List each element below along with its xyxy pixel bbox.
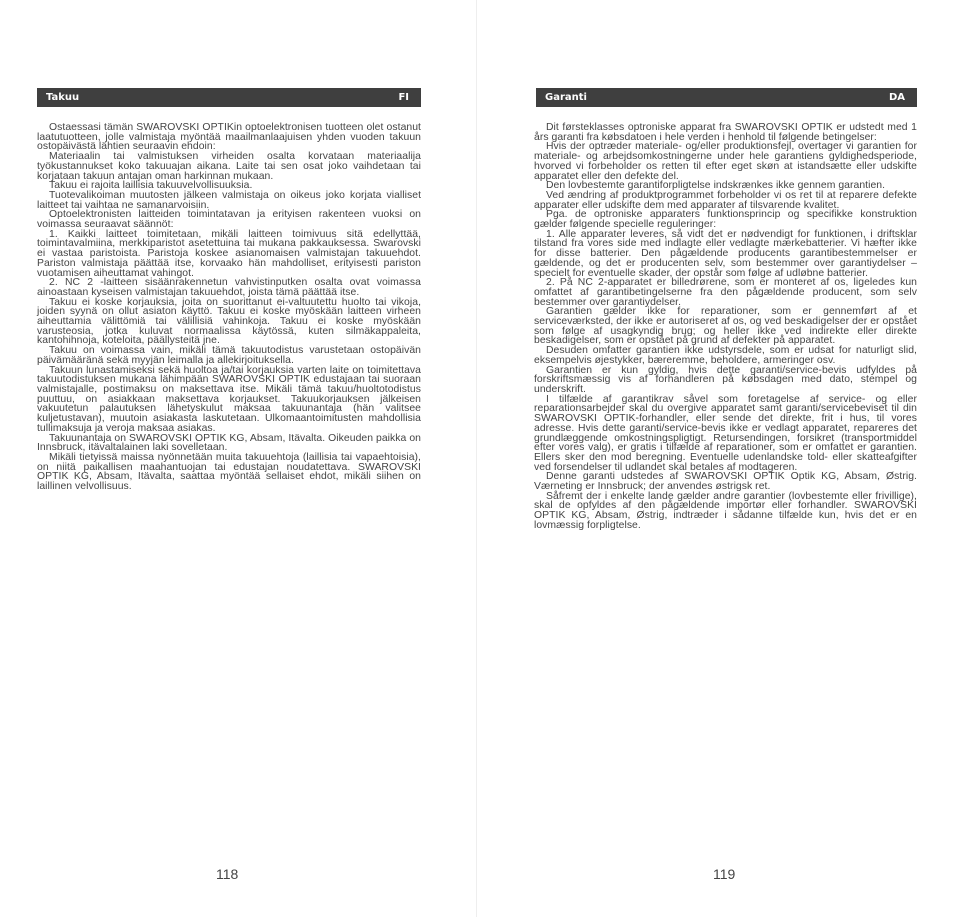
- paragraph: Mikäli tietyissä maissa nyönnetään muita takuuehtoja (laillisia tai vapaehtoisia), on niitä paikallisen maahantuojan tai edustajan noudatettava. SWAROVSKI OPTIK KG, Absam, Itävalta, saattaa myöntää sellaiset ehdot, mikäli siihen on laillinen velvollisuus.: [37, 451, 421, 493]
- paragraph: Denne garanti udstedes af SWAROVSKI OPTIK Optik KG, Absam, Østrig. Værneting er Innsbruck; der anvendes østrigsk ret.: [534, 471, 917, 493]
- paragraph: 1. Alle apparater leveres, så vidt det er nødvendigt for funktionen, i driftsklar tilstand fra vores side med indlagte eller vedlagte mærkebatterier. Vi hæfter ikke for disse batterier. Den pågældende producents garantibestemmelser er gældende, og det er producenten selv, som bestemmer over garantiydelser – specielt for eventuelle skader, der opstår som følge af udløbne batterier.: [534, 228, 917, 279]
- language-code: FI: [398, 92, 409, 103]
- paragraph: 2. På NC 2-apparatet er billedrørene, som er monteret af os, ligeledes kun omfattet af garantibetingelserne fra den pågældende producent, som selv bestemmer over garantiydelser.: [534, 277, 917, 308]
- paragraph: Takuu ei koske korjauksia, joita on suorittanut ei-valtuutettu huolto tai vikoja, joiden syynä on ollut asiaton käyttö. Takuu ei koske myöskään laitteen virheen aiheuttamia välittömiä tai välillisiä vahinkoja. Takuu ei koske myöskään varusteosia, jotka kuluvat normaalissa käytössä, kuten silmäkappaleita, kantohihnoja, koteloita, päällysteitä jne.: [37, 296, 421, 347]
- paragraph: Hvis der optræder materiale- og/eller produktionsfejl, overtager vi garantien for materiale- og arbejdsomkostningerne under hele garantiens gyldighedsperiode, hvorved vi forbeholder os retten til efter eget skøn at istandsætte eller udskifte apparatet eller den defekte del.: [534, 141, 917, 182]
- paragraph: Garantien gælder ikke for reparationer, som er gennemført af et serviceværksted, der ikke er autoriseret af os, og ved beskadigelser der er opstået som følge af usagkyndig brug; og heller ikke ved indirekte eller direkte beskadigelser, som er opstået på grund af defekter på apparatet.: [534, 306, 917, 347]
- section-title: Garanti: [545, 92, 587, 103]
- page-number: 118: [216, 866, 239, 882]
- paragraph: 2. NC 2 -laitteen sisäänrakennetun vahvistinputken osalta ovat voimassa ainoastaan kyseisen valmistajan takuuehdot, joista tämä päättää itse.: [37, 277, 421, 298]
- paragraph: Takuunantaja on SWAROVSKI OPTIK KG, Absam, Itävalta. Oikeuden paikka on Innsbruck, itävaltalainen laki sovelletaan.: [37, 432, 421, 454]
- paragraph: Garantien er kun gyldig, hvis dette garanti/service-bevis udfyldes på forskriftsmæssig vis af forhandleren på købsdagen med dato, stempel og underskrift.: [534, 364, 917, 395]
- paragraph: Pga. de optroniske apparaters funktionsprincip og specifikke konstruktion gælder følgende specielle reguleringer:: [534, 209, 917, 231]
- paragraph: 1. Kaikki laitteet toimitetaan, mikäli laitteen toimivuus sitä edellyttää, toimintavalmiina, merkkiparistot asetettuina tai mukana pakkauksessa. Swarovski ei vastaa paristoista. Paristoja koskee asianomaisen valmistajan takuuehdot. Pariston valmistaja päättää itse, korvaako hän mahdolliset, erityisesti pariston vuotamisen aiheuttamat vahingot.: [37, 228, 421, 279]
- section-title: Takuu: [46, 92, 80, 103]
- page-number: 119: [713, 866, 736, 882]
- paragraph: Den lovbestemte garantiforpligtelse indskrænkes ikke gennem garantien.: [546, 180, 886, 192]
- paragraph: Ostaessasi tämän SWAROVSKI OPTIKin optoelektronisen tuotteen olet ostanut laatutuotteen, jolle valmistaja myöntää maailmanlaajuisen yhden vuoden takuun ostopäivästä lähtien seuraavin ehdoin:: [37, 122, 421, 153]
- right-page: [477, 0, 954, 917]
- paragraph: Optoelektronisten laitteiden toimintatavan ja erityisen rakenteen vuoksi on voimassa seuraavat säännöt:: [37, 209, 421, 231]
- paragraph: Takuu ei rajoita laillisia takuuvelvollisuuksia.: [49, 180, 253, 192]
- paragraph: Takuun lunastamiseksi sekä huoltoa ja/tai korjauksia varten laite on toimitettava takuutodistuksen mukana lähimpään SWAROVSKI OPTIK edustajaan tai suoraan valmistajalle, postimaksu on maksettava itse. Mikäli tämä takuu/huoltotodistus puuttuu, on asiakkaan maksettava korjaukset. Takuukorjauksen jälkeisen vakuutetun palautuksen lähetyskulut maksaa takuunantaja (hän valitsee kuljetustavan), muutoin asiakasta laskutetaan. Ulkomaantoimitusten mahdollisia tullimaksuja ja veroja maksaa asiakas.: [37, 364, 421, 434]
- language-code: DA: [888, 92, 905, 103]
- paragraph: Såfremt der i enkelte lande gælder andre garantier (lovbestemte eller frivillige), skal de opfyldes af den pågældende importør eller forhandler. SWAROVSKI OPTIK KG, Absam, Østrig, indtræder i sådanne tilfælde kun, hvis det er en lovmæssig forpligtelse.: [534, 490, 917, 531]
- paragraph: Tuotevalikoiman muutosten jälkeen valmistaja on oikeus joko korjata vialliset laitteet tai vaihtaa ne samanarvoisiin.: [37, 189, 421, 211]
- paragraph: Desuden omfatter garantien ikke udstyrsdele, som er udsat for naturligt slid, eksempelvis øjestykker, bæreremme, beholdere, armeringer osv.: [534, 345, 917, 366]
- section-header-bar: [536, 88, 917, 107]
- paragraph: Takuu on voimassa vain, mikäli tämä takuutodistus varustetaan ostopäivän päivämääränä sekä myyjän leimalla ja allekirjoituksella.: [37, 345, 421, 366]
- paragraph: Dit førsteklasses optroniske apparat fra SWAROVSKI OPTIK er udstedt med 1 års garanti fra købsdatoen i hele verden i henhold til følgende betingelser:: [534, 122, 917, 143]
- section-header-bar: [37, 88, 421, 107]
- paragraph: Ved ændring af produktprogrammet forbeholder vi os ret til at reparere defekte apparater eller udskifte dem med apparater af tilsvarende kvalitet.: [534, 189, 917, 211]
- body-text: [37, 123, 421, 492]
- paragraph: I tilfælde af garantikrav såvel som foretagelse af service- og eller reparationsarbejder skal du overgive apparatet samt garanti/servicebeviset til din SWAROVSKI OPTIK-forhandler, eller sende det direkte, frit i hus, til vores adresse. Hvis dette garanti/service-bevis ikke er vedlagt apparatet, repareres det grundlæggende omkostningspligtigt. Retursendingen, forsikret (transportmiddel efter vores valg), er gratis i tilfælde af reparationer, som er omfattet er garantien. Ellers sker den mod beregning. Eventuelle udenlandske told- eller skatteafgifter ved forsendelser til udlandet skal betales af modtageren.: [534, 393, 917, 473]
- paragraph: Materiaalin tai valmistuksen virheiden osalta korvataan materiaalija työkustannukset koko takuuajan aikana. Laite tai sen osat joko vaihdetaan tai korjataan takuun antajan oman harkinnan mukaan.: [37, 151, 421, 182]
- body-text: [534, 123, 917, 531]
